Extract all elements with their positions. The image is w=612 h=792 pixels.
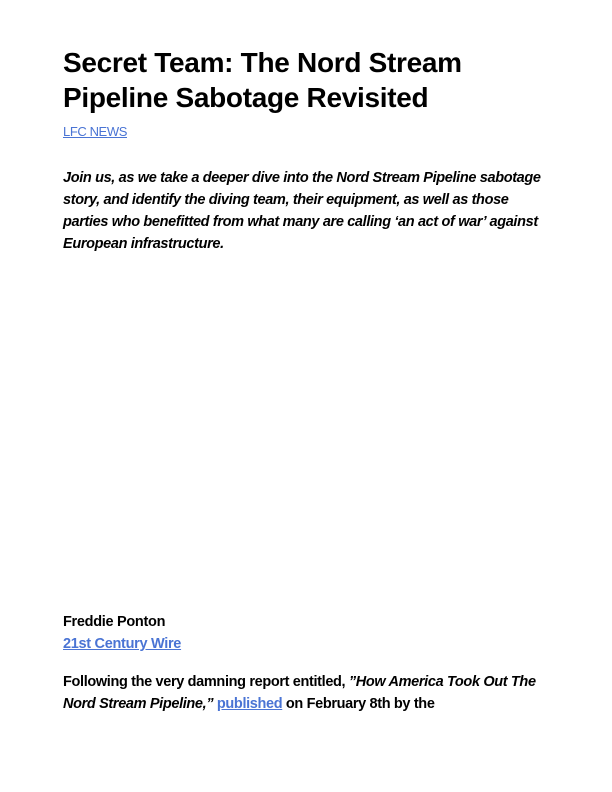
author-outlet-link[interactable]: 21st Century Wire (63, 636, 182, 652)
body-text-lead: Following the very damning report entitled, (63, 674, 349, 690)
article-title: Secret Team: The Nord Stream Pipeline Sabotage Revisited (63, 47, 462, 113)
body-text-trail: on February 8th by the (282, 696, 435, 712)
body-paragraph (63, 671, 543, 715)
quoted-report-title: ”How America Took Out The Nord Stream Pipeline,” (63, 674, 536, 712)
source-link-lfc-news[interactable]: LFC NEWS (63, 124, 127, 139)
author-name: Freddie Ponton (63, 614, 166, 630)
article-intro: Join us, as we take a deeper dive into the Nord Stream Pipeline sabotage story, and identify the diving team, their equipment, as well as those parties who benefitted from what many are calling ‘an act of war’ against European infrastructure. (63, 170, 541, 252)
byline (63, 611, 181, 655)
published-link[interactable]: published (216, 696, 283, 712)
